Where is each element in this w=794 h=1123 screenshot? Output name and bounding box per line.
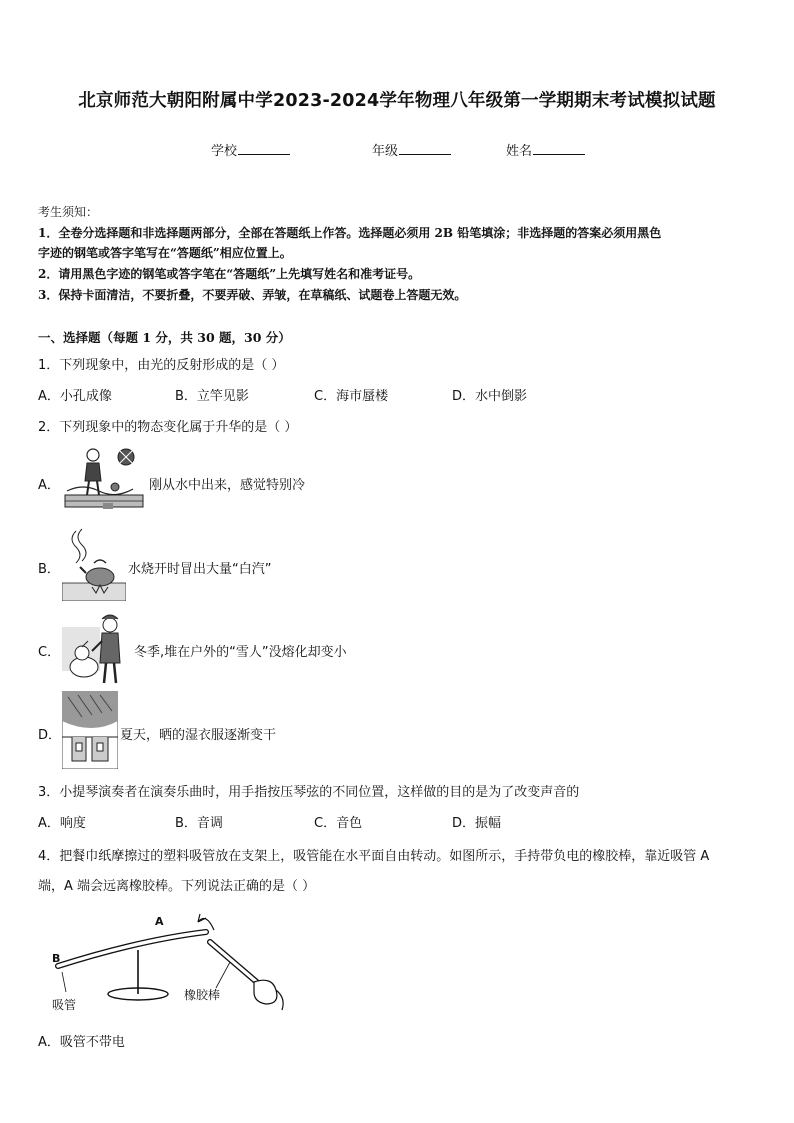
q2-option-a-label[interactable]: A． — [38, 478, 60, 493]
label-rubber-rod: 橡胶棒 — [184, 988, 221, 1002]
name-field[interactable] — [506, 140, 585, 159]
q2-option-c-text[interactable]: 冬季,堆在户外的“雪人”没熔化却变小 — [134, 645, 347, 660]
notice-line-1: 1．全卷分选择题和非选择题两部分，全部在答题纸上作答。选择题必须用 2B 铅笔填涂；非选择题的答案必须用黑色 — [38, 226, 662, 240]
drying-clothes-illustration — [62, 691, 118, 769]
q4-option-a[interactable]: A．吸管不带电 — [38, 1035, 125, 1050]
q2-option-b-text[interactable]: 水烧开时冒出大量“白汽” — [128, 562, 272, 577]
notice-line-2: 字迹的钢笔或答字笔写在“答题纸”相应位置上。 — [38, 246, 292, 260]
school-field[interactable] — [211, 140, 290, 159]
notice-line-4: 3．保持卡面清洁，不要折叠，不要弄破、弄皱，在草稿纸、试题卷上答题无效。 — [38, 288, 467, 302]
q3-option-a[interactable]: A．响度 — [38, 816, 86, 831]
section-heading: 一、选择题（每题 1 分，共 30 题，30 分） — [38, 330, 291, 345]
q3-option-c[interactable]: C．音色 — [314, 816, 363, 831]
q3-option-d[interactable]: D．振幅 — [452, 816, 502, 831]
straw-rod-figure — [40, 906, 290, 1018]
boiling-kettle-illustration — [62, 527, 126, 601]
q1-option-a[interactable]: A．小孔成像 — [38, 389, 112, 404]
q1-option-c[interactable]: C．海市蜃楼 — [314, 389, 389, 404]
grade-label: 年级 — [372, 144, 399, 159]
label-straw: 吸管 — [52, 998, 77, 1012]
q2-option-d-label[interactable]: D． — [38, 728, 62, 743]
q4-stem-line-1: 4．把餐巾纸摩擦过的塑料吸管放在支架上，吸管能在水平面自由转动。如图所示，手持带负电的橡胶棒，靠近吸管 A — [38, 849, 710, 864]
q4-stem-line-2: 端，A 端会远离橡胶棒。下列说法正确的是（ ） — [38, 879, 316, 894]
page-title: 北京师范大朝阳附属中学2023-2024学年物理八年级第一学期期末考试模拟试题 — [78, 91, 716, 111]
q2-option-d-text[interactable]: 夏天，晒的湿衣服逐渐变干 — [120, 728, 277, 743]
name-label: 姓名 — [506, 144, 533, 159]
swimmer-cold-illustration — [63, 443, 145, 517]
q2-option-a-text[interactable]: 刚从水中出来，感觉特别冷 — [149, 478, 306, 493]
q2-option-b-label[interactable]: B． — [38, 562, 60, 577]
notice-heading: 考生须知： — [38, 205, 99, 219]
grade-field[interactable] — [372, 140, 451, 159]
q2-option-c-label[interactable]: C． — [38, 645, 61, 660]
q3-stem: 3．小提琴演奏者在演奏乐曲时，用手指按压琴弦的不同位置，这样做的目的是为了改变声音的 — [38, 785, 580, 800]
q2-stem: 2．下列现象中的物态变化属于升华的是（ ） — [38, 420, 298, 435]
snowman-illustration — [62, 611, 128, 687]
q1-option-d[interactable]: D．水中倒影 — [452, 389, 528, 404]
label-a: A — [155, 915, 164, 928]
q1-stem: 1．下列现象中，由光的反射形成的是（ ） — [38, 358, 285, 373]
label-b: B — [52, 952, 61, 965]
q3-option-b[interactable]: B．音调 — [175, 816, 223, 831]
notice-line-3: 2．请用黑色字迹的钢笔或答字笔在“答题纸”上先填写姓名和准考证号。 — [38, 267, 421, 281]
q1-option-b[interactable]: B．立竿见影 — [175, 389, 249, 404]
school-label: 学校 — [211, 144, 238, 159]
